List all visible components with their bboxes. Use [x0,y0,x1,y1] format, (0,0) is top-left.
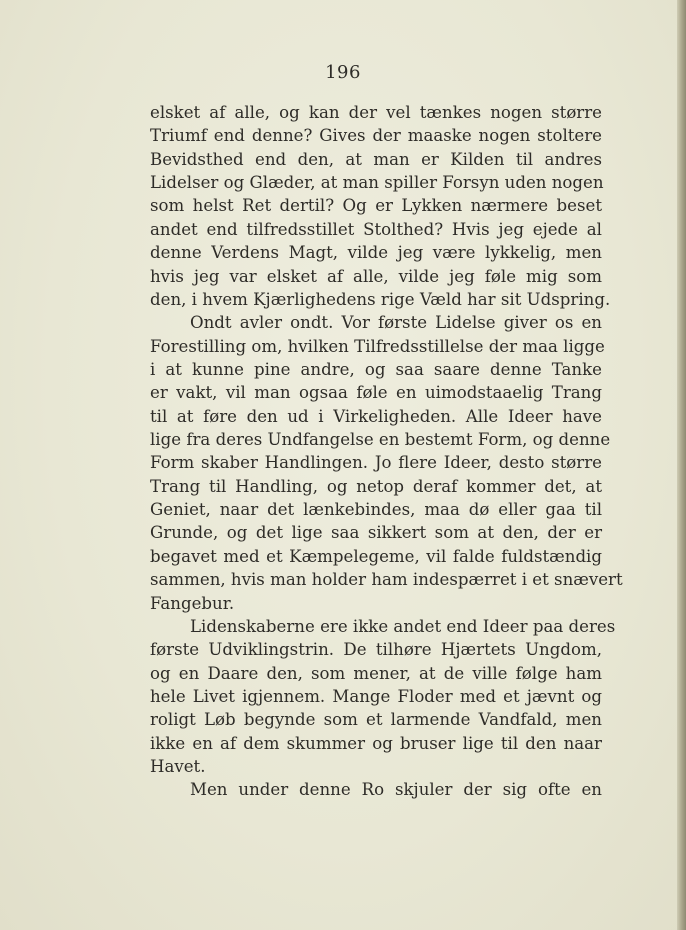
text-line: første Udviklingstrin. De tilhøre Hjærtets Ungdom, [150,640,602,660]
text-line: denne Verdens Magt, vilde jeg være lykkelig, men [150,243,602,263]
text-line: Ondt avler ondt. Vor første Lidelse giver os en [190,313,602,333]
text-line: og en Daare den, som mener, at de ville følge ham [150,663,602,683]
text-line: Havet. [150,757,206,777]
text-line: lige fra deres Undfangelse en bestemt Form, og denne [150,430,611,450]
body-text [150,101,623,802]
text-line: sammen, hvis man holder ham indespærret i et snævert [150,570,623,590]
text-line: den, i hvem Kjærlighedens rige Væld har sit Udspring. [150,289,611,309]
text-line: Form skaber Handlingen. Jo flere Ideer, desto større [150,453,602,473]
text-line: Men under denne Ro skjuler der sig ofte en [190,780,602,800]
text-line: Lidelser og Glæder, at man spiller Forsyn uden nogen [150,173,604,193]
text-line: Lidenskaberne ere ikke andet end Ideer paa deres [190,616,616,636]
text-line: Bevidsthed end den, at man er Kilden til andres [150,149,602,169]
text-line: Forestilling om, hvilken Tilfredsstillelse der maa ligge [150,336,605,356]
text-line: Fangebur. [150,593,235,613]
text-line: hvis jeg var elsket af alle, vilde jeg føle mig som [150,266,602,286]
text-line: Geniet, naar det lænkebindes, maa dø eller gaa til [150,500,602,520]
text-line: begavet med et Kæmpelegeme, vil falde fuldstændig [150,546,602,566]
text-line: er vakt, vil man ogsaa føle en uimodstaaelig Trang [150,383,602,403]
text-line: elsket af alle, og kan der vel tænkes nogen større [150,103,602,122]
text-line: andet end tilfredsstillet Stolthed? Hvis jeg ejede al [150,219,602,239]
text-line: Triumf end denne? Gives der maaske nogen stoltere [150,126,602,146]
text-line: Trang til Handling, og netop deraf kommer det, at [150,476,602,496]
text-line: til at føre den ud i Virkeligheden. Alle Ideer have [150,406,602,426]
text-line: i at kunne pine andre, og saa saare denne Tanke [150,359,602,379]
page-number: 196 [325,62,361,83]
text-line: som helst Ret dertil? Og er Lykken nærmere beset [150,196,602,216]
text-line: Grunde, og det lige saa sikkert som at den, der er [150,523,602,543]
text-line: ikke en af dem skummer og bruser lige til den naar [150,733,602,753]
page-edge [677,0,686,930]
text-line: hele Livet igjennem. Mange Floder med et jævnt og [150,686,602,706]
text-line: roligt Løb begynde som et larmende Vandfald, men [150,710,602,730]
